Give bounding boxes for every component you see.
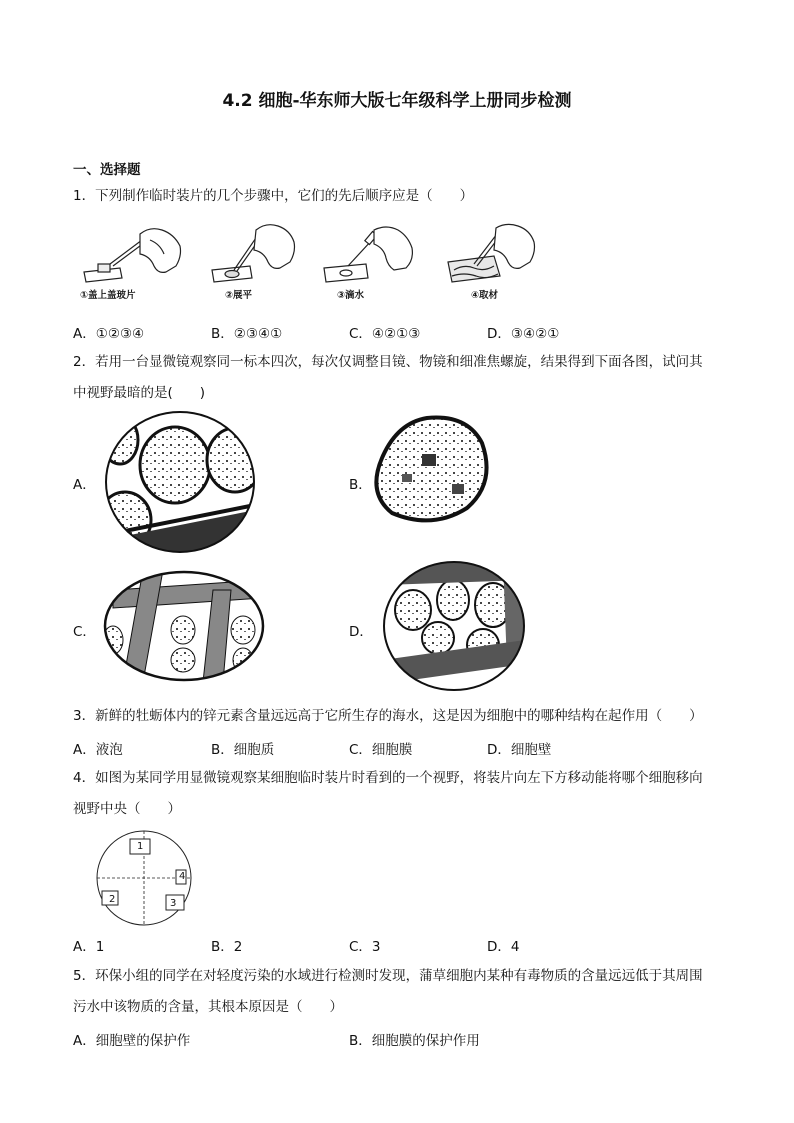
q4-option-b[interactable]: B．2 [211,939,243,955]
page-title: 4.2 细胞-华东师大版七年级科学上册同步检测 [222,91,572,111]
q2-option-b[interactable]: B． [349,477,372,493]
q2-option-c[interactable]: C． [73,624,96,640]
q1-option-c[interactable]: C．④②①③ [349,326,421,342]
section-heading: 一、选择题 [73,162,141,178]
q2-stem-line2: 中视野最暗的是( ) [73,385,206,401]
q1-step2-image [212,225,295,282]
q1-step4-image [448,224,535,282]
q2-image-b[interactable] [372,414,492,524]
q4-option-d[interactable]: D．4 [487,939,520,955]
q2-image-a[interactable] [105,410,255,555]
q1-caption-1: ①盖上盖玻片 [80,290,136,301]
q5-stem-line1: 5．环保小组的同学在对轻度污染的水域进行检测时发现，蒲草细胞内某种有毒物质的含量远远低于其周围 [73,968,703,984]
q1-option-a[interactable]: A．①②③④ [73,326,145,342]
q3-option-b[interactable]: B．细胞质 [211,742,275,758]
q1-step1-image [84,229,181,282]
q5-option-b[interactable]: B．细胞膜的保护作用 [349,1033,480,1049]
q1-stem: 1．下列制作临时装片的几个步骤中，它们的先后顺序应是（ ） [73,188,474,204]
q1-option-d[interactable]: D．③④②① [487,326,560,342]
q5-option-a[interactable]: A．细胞壁的保护作 [73,1033,191,1049]
cell-label-4: 4 [179,871,186,882]
q4-option-c[interactable]: C．3 [349,939,381,955]
cell-label-2: 2 [109,894,116,905]
q2-image-c[interactable] [103,570,265,682]
q4-stem-line2: 视野中央（ ） [73,801,181,817]
q2-option-d[interactable]: D． [349,624,373,640]
q1-step3-image [324,227,412,282]
q5-stem-line2: 污水中该物质的含量，其根本原因是（ ） [73,999,343,1015]
q3-option-d[interactable]: D．细胞壁 [487,742,552,758]
q4-option-a[interactable]: A．1 [73,939,105,955]
q1-caption-4: ④取材 [471,290,499,301]
cell-label-1: 1 [137,841,144,852]
q2-option-a[interactable]: A． [73,477,96,493]
q1-caption-2: ②展平 [225,290,253,301]
q3-option-a[interactable]: A．液泡 [73,742,123,758]
q1-option-b[interactable]: B．②③④① [211,326,283,342]
q3-option-c[interactable]: C．细胞膜 [349,742,413,758]
q2-image-d[interactable] [383,560,525,692]
q2-stem-line1: 2．若用一台显微镜观察同一标本四次，每次仅调整目镜、物镜和细准焦螺旋，结果得到下面各图，试问其 [73,354,703,370]
q3-stem: 3．新鲜的牡蛎体内的锌元素含量远远高于它所生存的海水，这是因为细胞中的哪种结构在起作用（ ） [73,708,703,724]
q4-stem-line1: 4．如图为某同学用显微镜观察某细胞临时装片时看到的一个视野，将装片向左下方移动能将哪个细胞移向 [73,770,703,786]
q1-caption-3: ③滴水 [337,290,365,301]
cell-label-3: 3 [170,898,177,909]
